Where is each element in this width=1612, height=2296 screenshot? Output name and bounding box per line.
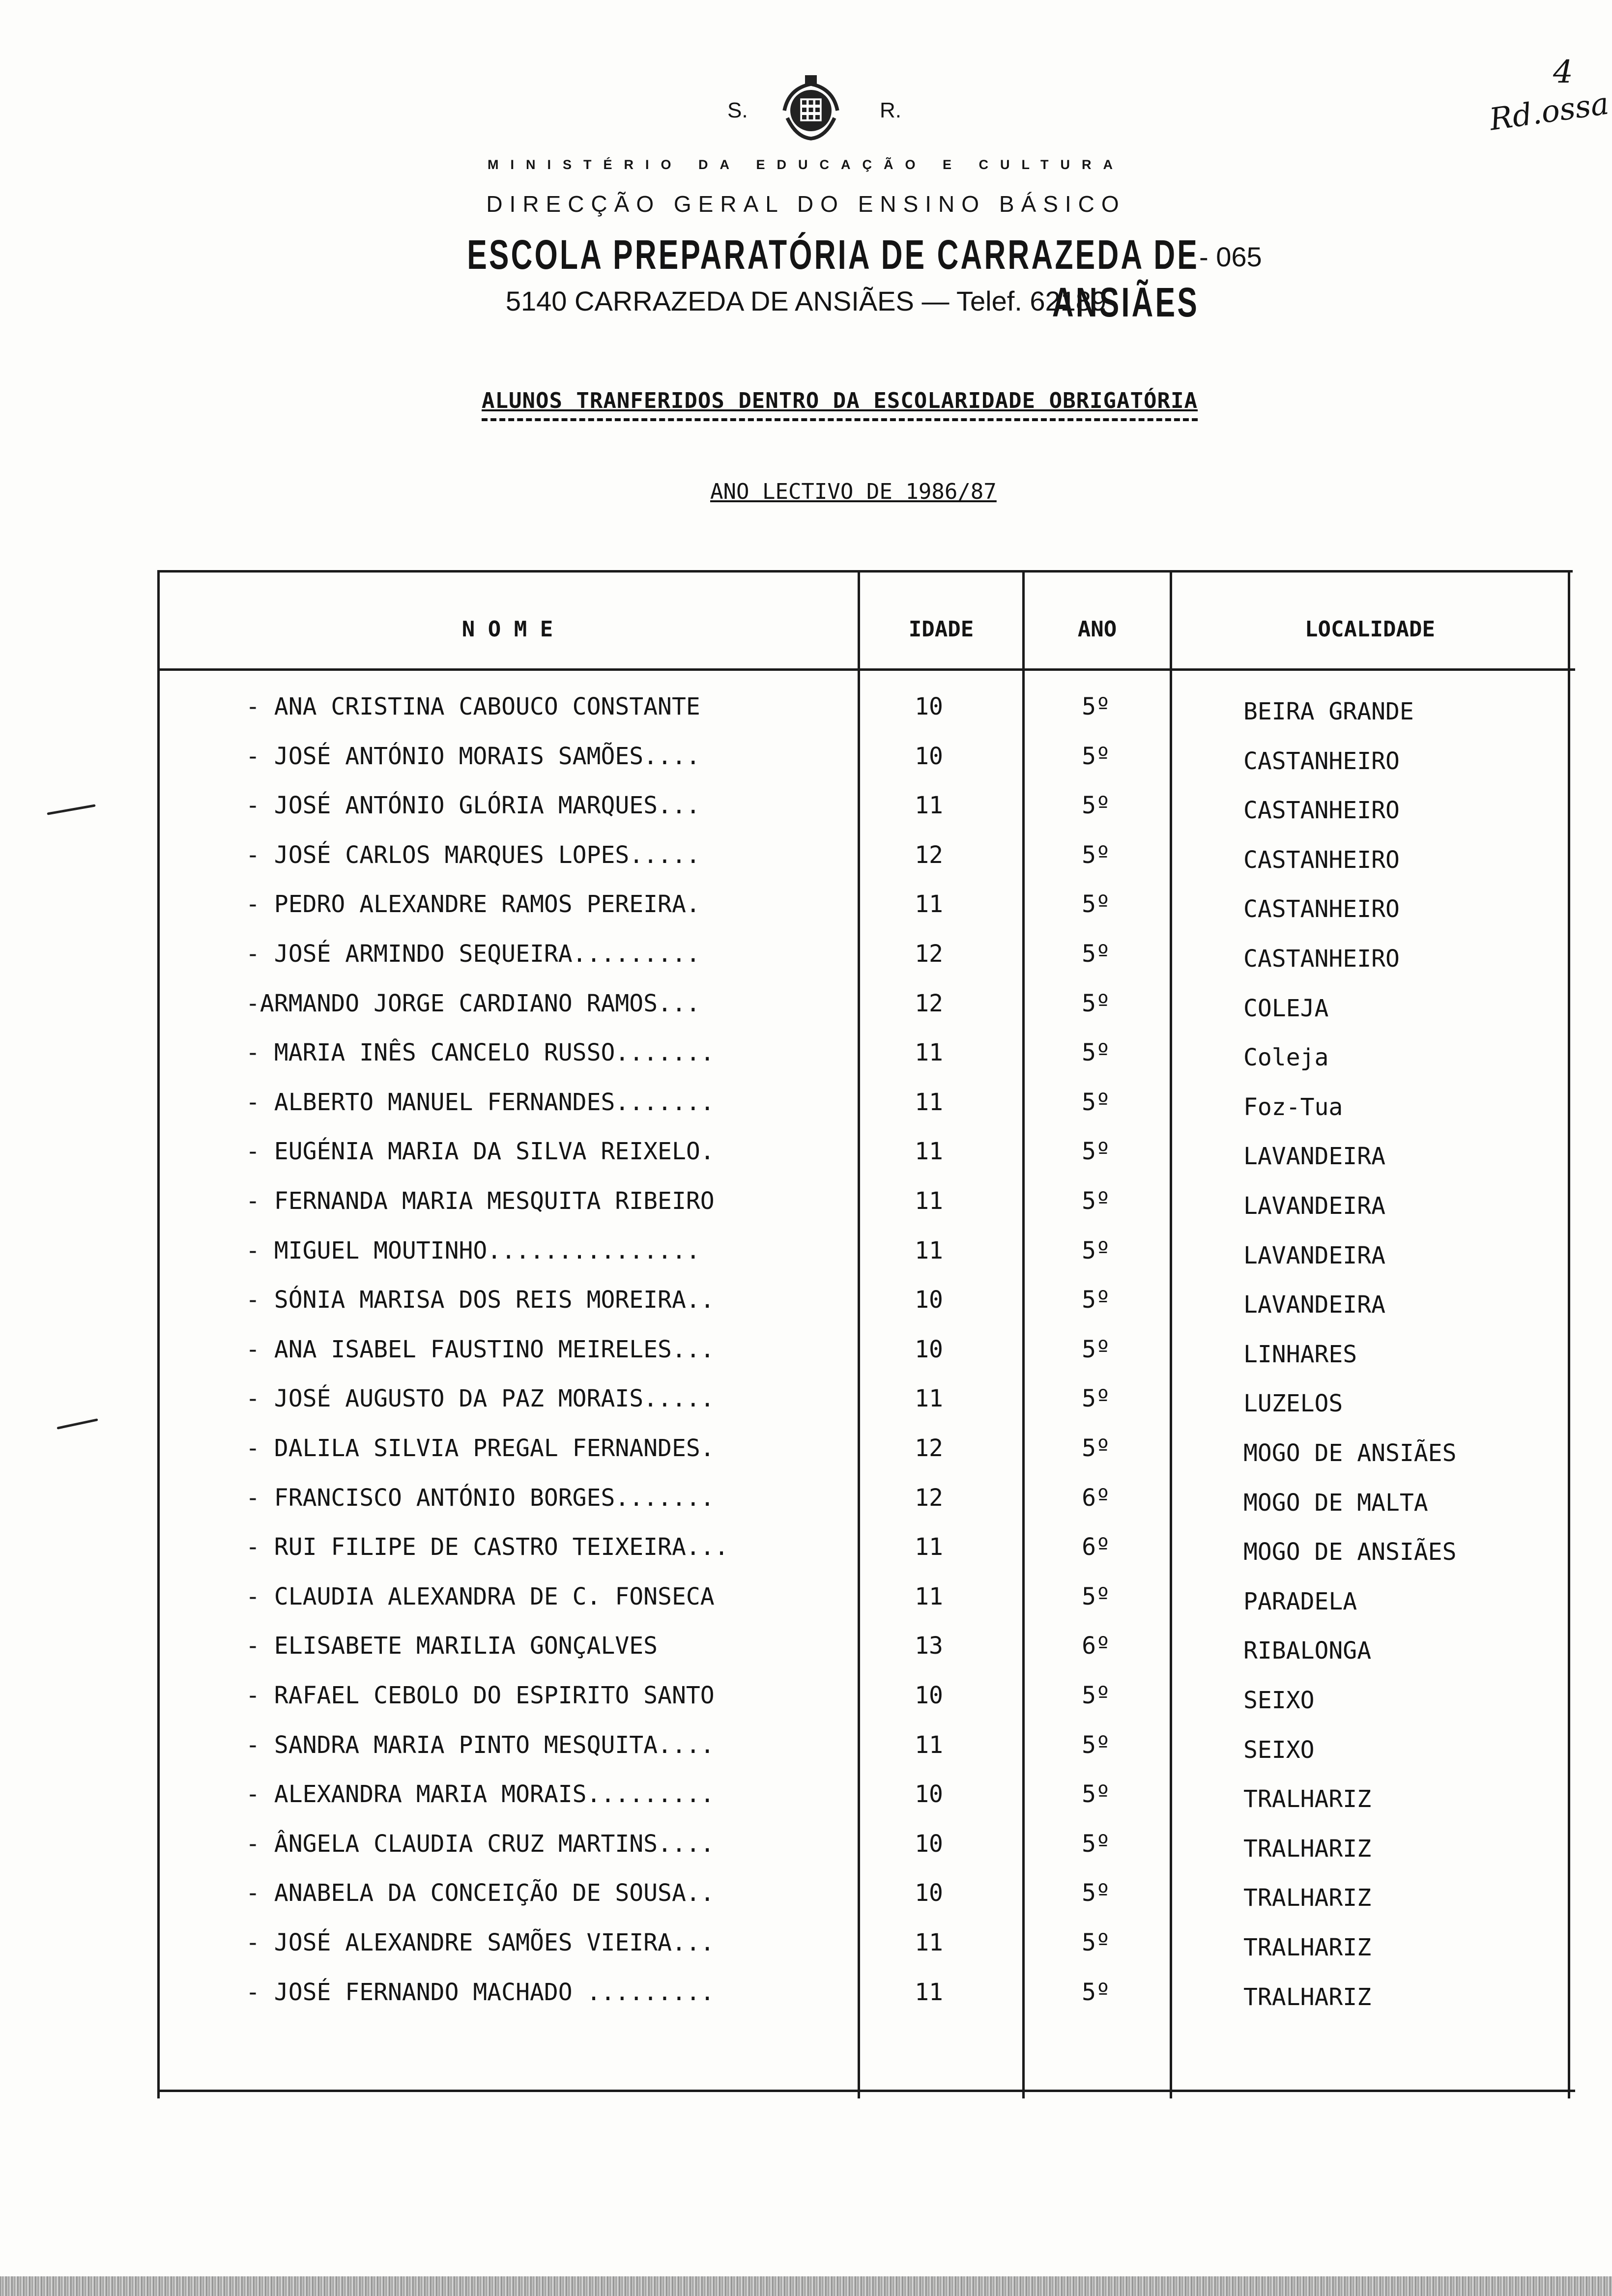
student-locality: Foz-Tua xyxy=(1243,1093,1343,1121)
student-locality: Coleja xyxy=(1243,1044,1329,1071)
student-grade: 5º xyxy=(1082,743,1110,770)
student-locality: TRALHARIZ xyxy=(1243,1835,1372,1863)
document-title: ALUNOS TRANFERIDOS DENTRO DA ESCOLARIDADE OBRIGATÓRIA xyxy=(482,388,1198,421)
student-age: 12 xyxy=(915,940,943,968)
student-grade: 5º xyxy=(1082,1286,1110,1314)
student-name: - ALBERTO MANUEL FERNANDES....... xyxy=(246,1089,715,1116)
student-name: - ANA ISABEL FAUSTINO MEIRELES... xyxy=(246,1336,715,1363)
table-row xyxy=(157,990,1573,1039)
student-grade: 5º xyxy=(1082,1731,1110,1759)
student-grade: 5º xyxy=(1082,1780,1110,1808)
student-name: - JOSÉ ANTÓNIO MORAIS SAMÕES.... xyxy=(246,743,700,770)
table-row xyxy=(157,1435,1573,1484)
student-locality: MOGO DE ANSIÃES xyxy=(1243,1439,1457,1467)
student-grade: 5º xyxy=(1082,1089,1110,1116)
student-grade: 6º xyxy=(1082,1632,1110,1660)
student-grade: 5º xyxy=(1082,792,1110,819)
student-locality: LUZELOS xyxy=(1243,1390,1343,1417)
student-grade: 5º xyxy=(1082,1138,1110,1165)
student-name: - ALEXANDRA MARIA MORAIS......... xyxy=(246,1780,715,1808)
student-name: - JOSÉ ARMINDO SEQUEIRA......... xyxy=(246,940,700,968)
student-locality: TRALHARIZ xyxy=(1243,1884,1372,1912)
student-age: 11 xyxy=(915,1237,943,1264)
student-name: - JOSÉ ANTÓNIO GLÓRIA MARQUES... xyxy=(246,792,700,819)
student-name: - JOSÉ ALEXANDRE SAMÕES VIEIRA... xyxy=(246,1929,715,1956)
student-age: 10 xyxy=(915,1780,943,1808)
table-row xyxy=(157,1286,1573,1335)
student-name: - MIGUEL MOUTINHO............... xyxy=(246,1237,700,1264)
table-top-border xyxy=(157,570,1573,573)
student-grade: 5º xyxy=(1082,1879,1110,1907)
table-row xyxy=(157,890,1573,940)
student-locality: LINHARES xyxy=(1243,1341,1357,1368)
student-age: 10 xyxy=(915,1879,943,1907)
student-name: -ARMANDO JORGE CARDIANO RAMOS... xyxy=(246,990,700,1017)
table-row xyxy=(157,1533,1573,1582)
table-row xyxy=(157,1780,1573,1830)
student-name: - MARIA INÊS CANCELO RUSSO....... xyxy=(246,1039,715,1066)
table-row xyxy=(157,743,1573,792)
table-row xyxy=(157,792,1573,841)
student-age: 11 xyxy=(915,1385,943,1412)
student-grade: 5º xyxy=(1082,1336,1110,1363)
student-locality: LAVANDEIRA xyxy=(1243,1143,1385,1170)
table-row xyxy=(157,1583,1573,1632)
student-locality: LAVANDEIRA xyxy=(1243,1242,1385,1269)
handwritten-annotation xyxy=(1479,54,1611,152)
student-age: 11 xyxy=(915,1533,943,1561)
student-age: 12 xyxy=(915,841,943,869)
student-name: - ANABELA DA CONCEIÇÃO DE SOUSA.. xyxy=(246,1879,715,1907)
school-name: ESCOLA PREPARATÓRIA DE CARRAZEDA DE ANSIÃES xyxy=(467,231,1199,325)
student-name: - CLAUDIA ALEXANDRA DE C. FONSECA xyxy=(246,1583,715,1610)
student-locality: MOGO DE ANSIÃES xyxy=(1243,1538,1457,1566)
student-grade: 5º xyxy=(1082,940,1110,968)
student-age: 11 xyxy=(915,890,943,918)
student-age: 12 xyxy=(915,990,943,1017)
student-age: 11 xyxy=(915,1583,943,1610)
student-locality: CASTANHEIRO xyxy=(1243,846,1400,874)
table-row xyxy=(157,1979,1573,2028)
coat-of-arms-icon xyxy=(774,74,848,147)
table-row xyxy=(157,1682,1573,1731)
student-grade: 5º xyxy=(1082,841,1110,869)
student-grade: 5º xyxy=(1082,1979,1110,2006)
student-locality: TRALHARIZ xyxy=(1243,1983,1372,2011)
student-name: - RAFAEL CEBOLO DO ESPIRITO SANTO xyxy=(246,1682,715,1709)
table-row xyxy=(157,1237,1573,1286)
student-age: 11 xyxy=(915,1138,943,1165)
table-row xyxy=(157,1385,1573,1434)
student-grade: 6º xyxy=(1082,1484,1110,1512)
student-locality: CASTANHEIRO xyxy=(1243,747,1400,775)
student-locality: CASTANHEIRO xyxy=(1243,797,1400,824)
student-name: - DALILA SILVIA PREGAL FERNANDES. xyxy=(246,1435,715,1462)
student-grade: 5º xyxy=(1082,1830,1110,1858)
student-age: 10 xyxy=(915,743,943,770)
student-age: 11 xyxy=(915,1187,943,1215)
column-header-idade: IDADE xyxy=(908,617,974,642)
student-age: 10 xyxy=(915,1286,943,1314)
direction-name: DIRECÇÃO GERAL DO ENSINO BÁSICO xyxy=(486,191,1126,217)
student-name: - SANDRA MARIA PINTO MESQUITA.... xyxy=(246,1731,715,1759)
table-row xyxy=(157,1089,1573,1138)
student-age: 10 xyxy=(915,693,943,720)
school-address: 5140 CARRAZEDA DE ANSIÃES — Telef. 62189 xyxy=(505,286,1107,316)
table-row xyxy=(157,1336,1573,1385)
student-name: - FERNANDA MARIA MESQUITA RIBEIRO xyxy=(246,1187,715,1215)
student-name: - RUI FILIPE DE CASTRO TEIXEIRA... xyxy=(246,1533,729,1561)
table-row xyxy=(157,1929,1573,1978)
handwritten-page-number: 4 xyxy=(1553,54,1573,90)
student-locality: BEIRA GRANDE xyxy=(1243,698,1414,725)
table-row xyxy=(157,1039,1573,1088)
student-grade: 5º xyxy=(1082,1237,1110,1264)
student-age: 12 xyxy=(915,1484,943,1512)
school-code: - 065 xyxy=(1199,241,1262,272)
student-grade: 5º xyxy=(1082,1187,1110,1215)
transfers-table xyxy=(157,570,1573,2098)
student-locality: COLEJA xyxy=(1243,995,1329,1022)
student-grade: 5º xyxy=(1082,990,1110,1017)
student-locality: LAVANDEIRA xyxy=(1243,1192,1385,1220)
student-grade: 5º xyxy=(1082,890,1110,918)
student-locality: SEIXO xyxy=(1243,1687,1315,1714)
student-name: - ELISABETE MARILIA GONÇALVES xyxy=(246,1632,658,1660)
student-locality: PARADELA xyxy=(1243,1588,1357,1615)
sr-right-letter: R. xyxy=(880,98,901,122)
table-row xyxy=(157,1484,1573,1533)
student-locality: CASTANHEIRO xyxy=(1243,895,1400,923)
student-grade: 5º xyxy=(1082,1435,1110,1462)
student-name: - ÂNGELA CLAUDIA CRUZ MARTINS.... xyxy=(246,1830,715,1858)
student-grade: 5º xyxy=(1082,1039,1110,1066)
table-row xyxy=(157,1138,1573,1187)
student-age: 11 xyxy=(915,1979,943,2006)
student-age: 12 xyxy=(915,1435,943,1462)
student-locality: LAVANDEIRA xyxy=(1243,1291,1385,1319)
column-header-ano: ANO xyxy=(1077,617,1117,642)
table-row xyxy=(157,841,1573,890)
student-age: 11 xyxy=(915,1731,943,1759)
table-header-divider xyxy=(157,668,1575,671)
margin-mark xyxy=(47,804,95,815)
student-grade: 5º xyxy=(1082,693,1110,720)
handwritten-signature: Rd.ossa xyxy=(1487,85,1611,138)
student-age: 11 xyxy=(915,1929,943,1956)
student-grade: 5º xyxy=(1082,1929,1110,1956)
student-grade: 5º xyxy=(1082,1385,1110,1412)
student-age: 13 xyxy=(915,1632,943,1660)
student-age: 10 xyxy=(915,1336,943,1363)
student-name: - FRANCISCO ANTÓNIO BORGES....... xyxy=(246,1484,715,1512)
table-row xyxy=(157,1187,1573,1236)
table-row xyxy=(157,693,1573,742)
table-row xyxy=(157,1830,1573,1879)
student-age: 11 xyxy=(915,1039,943,1066)
sr-left-letter: S. xyxy=(727,98,748,122)
student-age: 11 xyxy=(915,792,943,819)
scan-edge-noise xyxy=(0,2276,1612,2296)
student-locality: CASTANHEIRO xyxy=(1243,945,1400,973)
student-age: 10 xyxy=(915,1682,943,1709)
student-name: - JOSÉ AUGUSTO DA PAZ MORAIS..... xyxy=(246,1385,715,1412)
school-year-title: ANO LECTIVO DE 1986/87 xyxy=(710,479,997,504)
student-locality: TRALHARIZ xyxy=(1243,1934,1372,1961)
margin-mark xyxy=(57,1418,98,1430)
student-locality: MOGO DE MALTA xyxy=(1243,1489,1428,1517)
student-name: - ANA CRISTINA CABOUCO CONSTANTE xyxy=(246,693,700,720)
student-grade: 5º xyxy=(1082,1583,1110,1610)
column-header-localidade: LOCALIDADE xyxy=(1305,617,1435,642)
table-row xyxy=(157,1879,1573,1928)
ministry-name: MINISTÉRIO DA EDUCAÇÃO E CULTURA xyxy=(488,157,1124,172)
table-row xyxy=(157,940,1573,989)
student-grade: 6º xyxy=(1082,1533,1110,1561)
student-name: - SÓNIA MARISA DOS REIS MOREIRA.. xyxy=(246,1286,715,1314)
student-locality: TRALHARIZ xyxy=(1243,1785,1372,1813)
student-age: 10 xyxy=(915,1830,943,1858)
table-row xyxy=(157,1632,1573,1681)
table-bottom-border xyxy=(157,2090,1575,2092)
student-name: - PEDRO ALEXANDRE RAMOS PEREIRA. xyxy=(246,890,700,918)
student-grade: 5º xyxy=(1082,1682,1110,1709)
student-age: 11 xyxy=(915,1089,943,1116)
student-name: - EUGÉNIA MARIA DA SILVA REIXELO. xyxy=(246,1138,715,1165)
letterhead-seal-line xyxy=(0,74,1612,157)
column-header-nome: N O M E xyxy=(461,617,553,642)
student-name: - JOSÉ CARLOS MARQUES LOPES..... xyxy=(246,841,700,869)
table-row xyxy=(157,1731,1573,1780)
student-locality: SEIXO xyxy=(1243,1736,1315,1764)
student-locality: RIBALONGA xyxy=(1243,1637,1372,1665)
student-name: - JOSÉ FERNANDO MACHADO ......... xyxy=(246,1979,715,2006)
